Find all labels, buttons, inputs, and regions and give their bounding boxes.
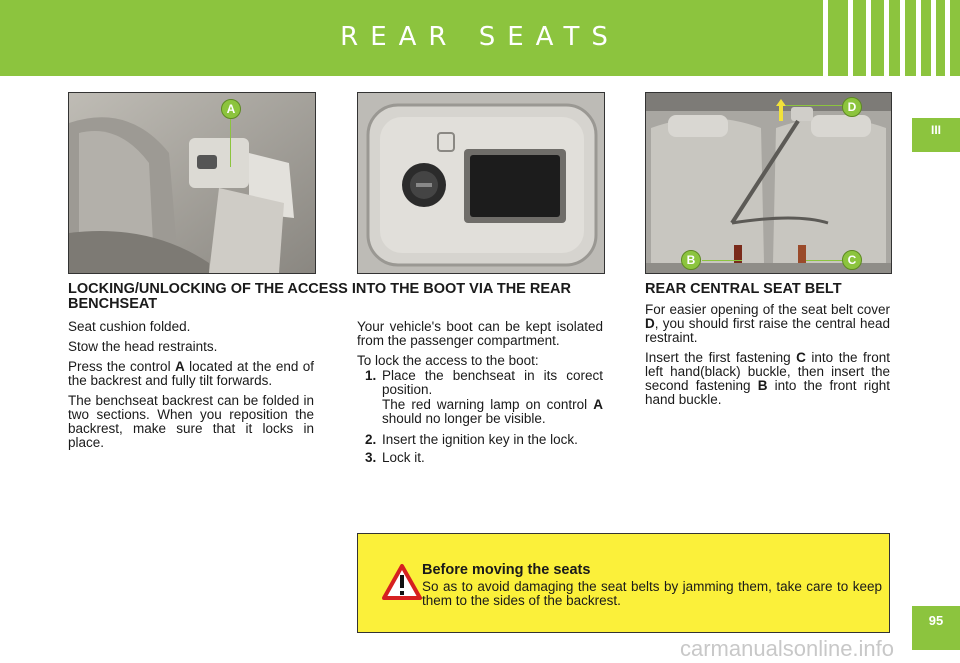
central-belt-photo [645,92,892,274]
marker-b: B [681,250,701,270]
header-stripe [884,0,889,76]
header-stripe [916,0,921,76]
marker-d: D [842,97,862,117]
list-item: 1. Place the benchseat in its corect position. [365,368,603,397]
header-stripe [866,0,871,76]
paragraph: Seat cushion folded. [68,319,191,334]
locking-heading: LOCKING/UNLOCKING OF THE ACCESS INTO THE BOOT VIA THE REAR BENCHSEAT [68,281,571,312]
header-stripe [931,0,936,76]
list-item: 3. Lock it. [365,450,425,465]
marker-d-line [786,105,844,106]
paragraph: Press the control A located at the end of the backrest and fully tilt forwards. [68,359,314,388]
central-belt-text [645,303,890,413]
watermark: carmanualsonline.info [680,636,895,661]
paragraph: Insert the first fastening C into the front left hand(black) buckle, then insert the second fastening B into the front right hand buckle. [645,350,891,407]
header-stripe [900,0,905,76]
boot-lock-photo [357,92,605,274]
paragraph: The benchseat backrest can be folded in two sections. When you reposition the backrest, make sure that it locks in place. [68,393,314,450]
marker-c-line [806,260,842,261]
paragraph: Your vehicle's boot can be kept isolated from the passenger compartment. [357,319,603,348]
warning-triangle-icon [382,564,422,605]
paragraph: For easier opening of the seat belt cover D, you should first raise the central head restraint. [645,302,890,345]
page-title: REAR SEATS [340,22,620,52]
marker-a: A [221,99,241,119]
central-belt-heading: REAR CENTRAL SEAT BELT [645,281,842,297]
locking-column-1 [68,320,314,456]
warning-box [357,533,890,633]
locking-column-2 [357,320,603,469]
warning-title: Before moving the seats [422,562,591,578]
chapter-tab: III [912,118,960,152]
marker-c: C [842,250,862,270]
marker-b-line [702,260,742,261]
raise-arrow-icon [776,99,786,121]
warning-text: So as to avoid damaging the seat belts by jamming them, take care to keep them to the sides of the backrest. [422,579,882,608]
header-stripe [945,0,950,76]
backrest-control-photo [68,92,316,274]
header-stripe [823,0,828,76]
paragraph: To lock the access to the boot: [357,353,539,368]
paragraph: Stow the head restraints. [68,339,218,354]
header-stripe [848,0,853,76]
step-list [357,369,603,465]
list-item: The red warning lamp on control A should no longer be visible. [382,397,603,426]
page-number: 95 [912,606,960,650]
list-item: 2. Insert the ignition key in the lock. [365,432,578,447]
marker-a-line [230,119,231,167]
